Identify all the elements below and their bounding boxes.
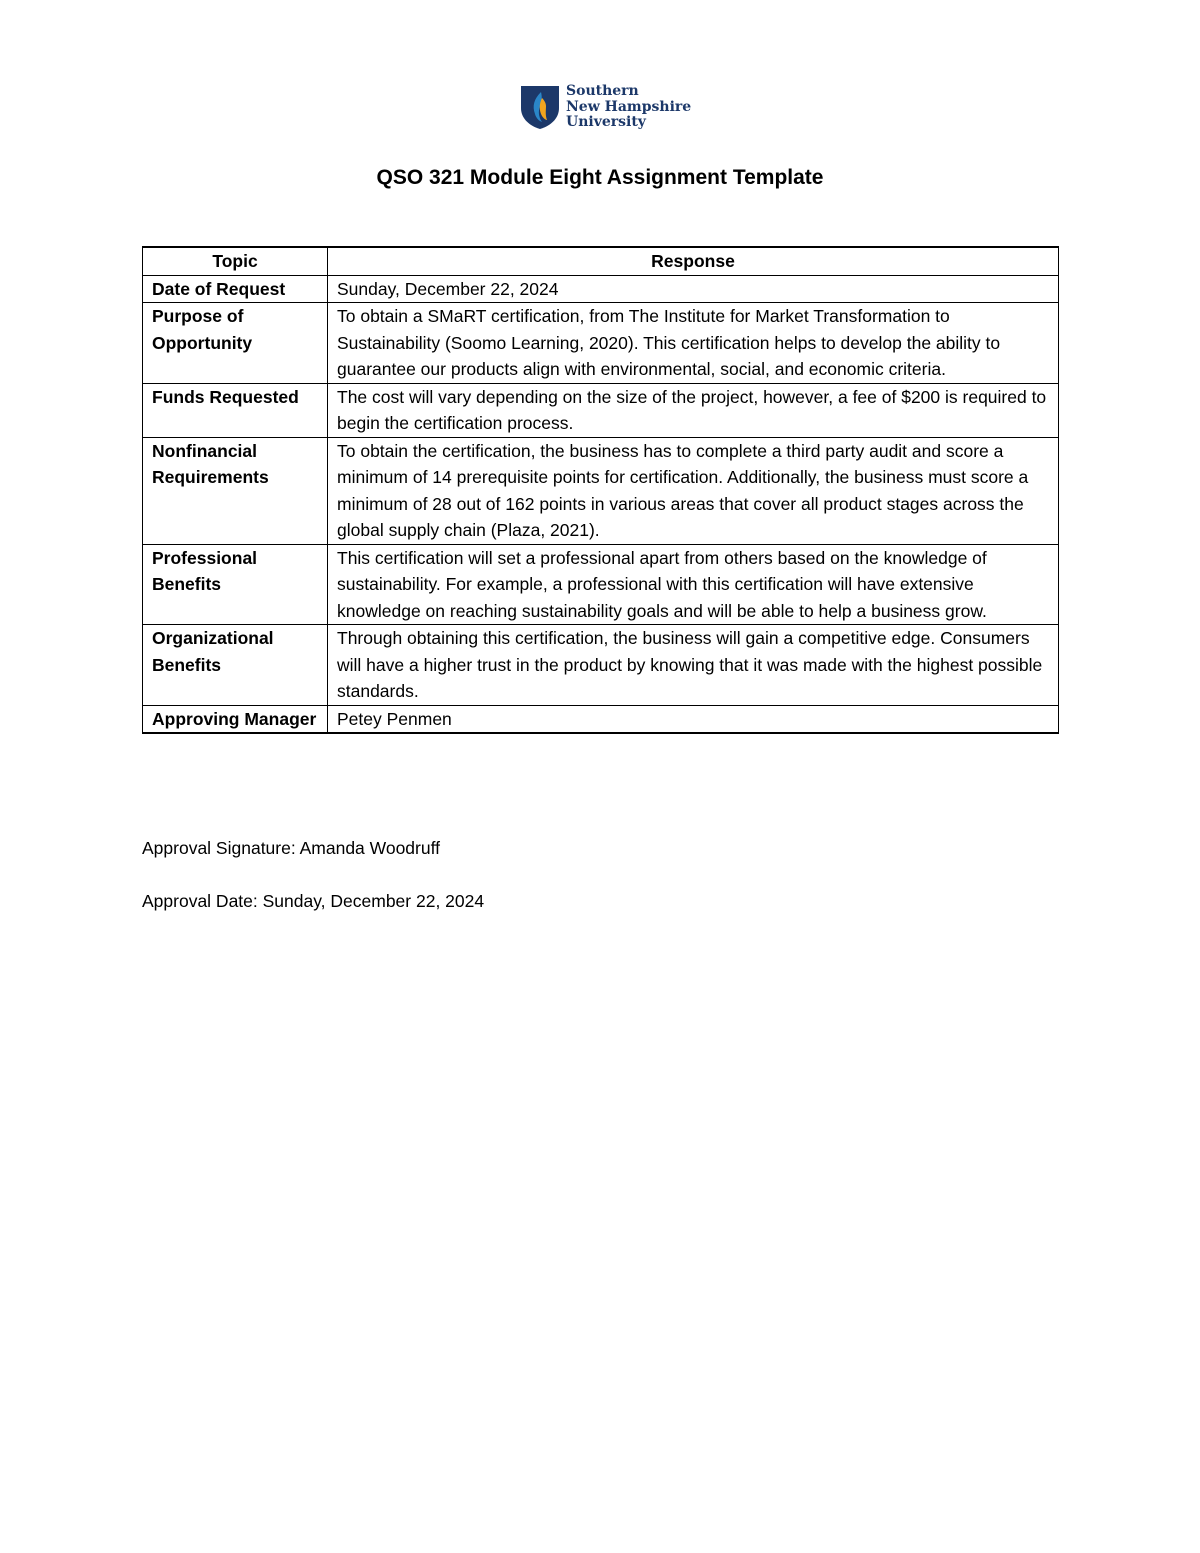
table-header-row	[143, 247, 1059, 275]
table-row	[143, 625, 1059, 706]
university-wordmark	[566, 84, 691, 131]
topic-funds-requested: Funds Requested	[143, 383, 328, 437]
university-logo	[520, 84, 691, 131]
topic-approving-manager: Approving Manager	[143, 705, 328, 733]
document-title: QSO 321 Module Eight Assignment Template	[376, 166, 824, 189]
response-nonfinancial-requirements: To obtain the certification, the business has to complete a third party audit and score a minimum of 14 prerequisite points for certification. Additionally, the business must score a minimum of 28 out of 162 points in various areas that cover all product stages across the global supply chain (Plaza, 2021).	[328, 437, 1059, 544]
response-approving-manager: Petey Penmen	[328, 705, 1059, 733]
topic-organizational-benefits: Organizational Benefits	[143, 625, 328, 706]
table-row	[143, 544, 1059, 625]
table-row	[143, 705, 1059, 733]
topic-nonfinancial-requirements: Nonfinancial Requirements	[143, 437, 328, 544]
topic-date-of-request: Date of Request	[143, 275, 328, 303]
response-purpose-of-opportunity: To obtain a SMaRT certification, from The Institute for Market Transformation to Sustainability (Soomo Learning, 2020). This certification helps to develop the ability to guarantee our products align with environmental, social, and economic criteria.	[328, 303, 1059, 384]
header-response: Response	[328, 247, 1059, 275]
table-row	[143, 383, 1059, 437]
topic-purpose-of-opportunity: Purpose of Opportunity	[143, 303, 328, 384]
table-row	[143, 303, 1059, 384]
logo-line-university: University	[566, 114, 646, 130]
approval-signature: Approval Signature: Amanda Woodruff	[142, 838, 441, 858]
shield-flame-icon	[520, 84, 560, 130]
table-row	[143, 275, 1059, 303]
response-professional-benefits: This certification will set a professional apart from others based on the knowledge of sustainability. For example, a professional with this certification will have extensive knowledge on reaching sustainability goals and will be able to help a business grow.	[328, 544, 1059, 625]
table-row	[143, 437, 1059, 544]
approval-date: Approval Date: Sunday, December 22, 2024	[142, 891, 485, 911]
header-topic: Topic	[143, 247, 328, 275]
logo-line-new-hampshire: New Hampshire	[566, 98, 692, 115]
request-table	[142, 246, 1059, 734]
response-date-of-request: Sunday, December 22, 2024	[328, 275, 1059, 303]
logo-line-southern: Southern	[566, 83, 639, 99]
response-organizational-benefits: Through obtaining this certification, the business will gain a competitive edge. Consumers will have a higher trust in the product by knowing that it was made with the highest possible standards.	[328, 625, 1059, 706]
topic-professional-benefits: Professional Benefits	[143, 544, 328, 625]
response-funds-requested: The cost will vary depending on the size of the project, however, a fee of $200 is required to begin the certification process.	[328, 383, 1059, 437]
